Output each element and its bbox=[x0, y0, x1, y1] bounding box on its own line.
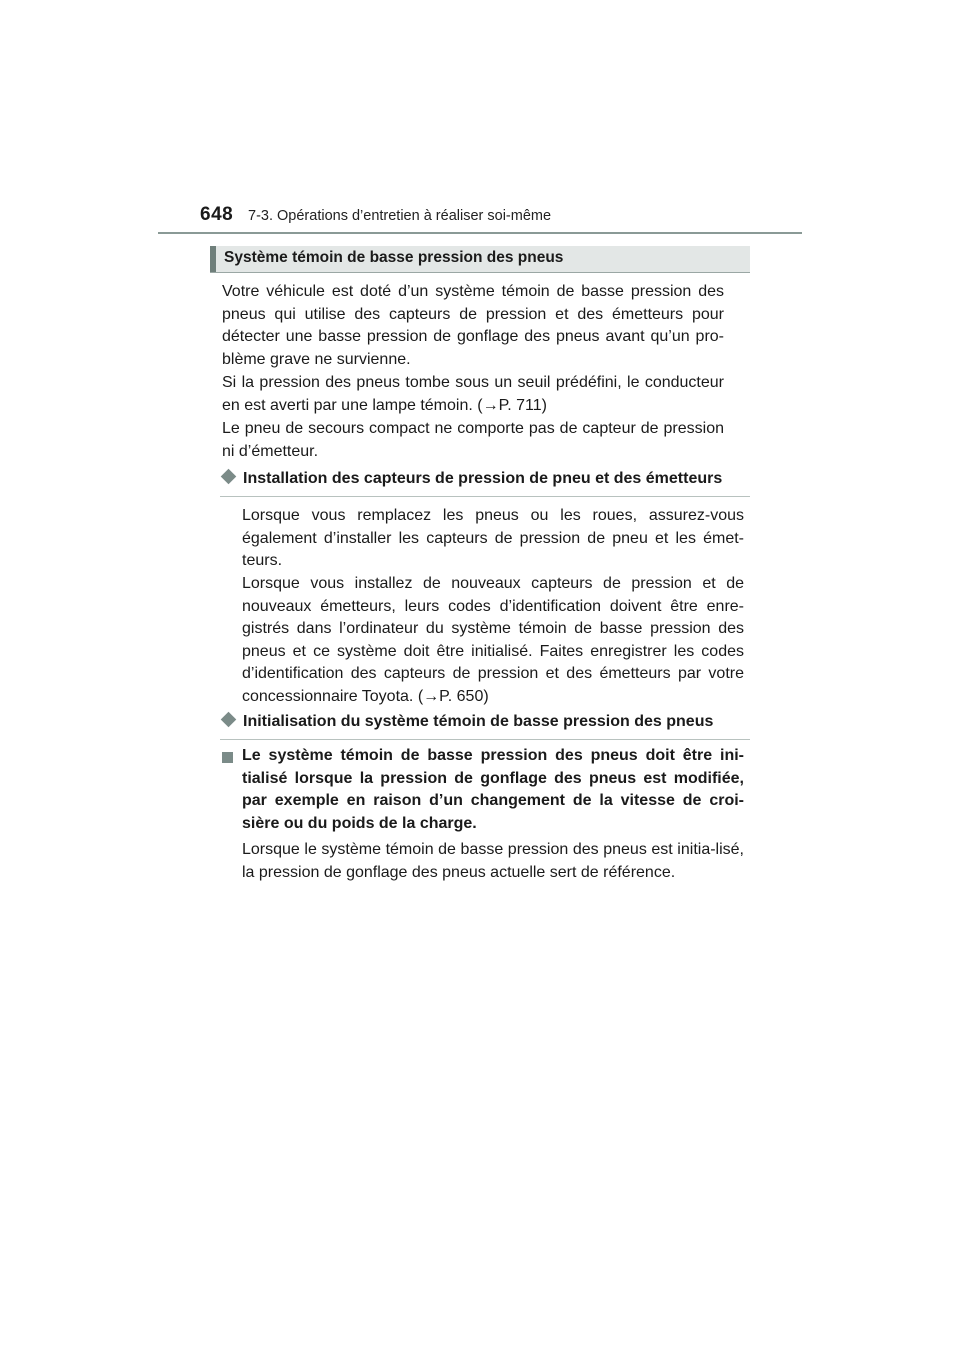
intro-paragraph-1: Votre véhicule est doté d’un système témoin de basse pression des pneus qui utilise des capteurs de pression et des émetteurs pour détecter une basse pression de gonflage des pneus avant qu’un pro-blème grave ne survienne. bbox=[222, 283, 724, 368]
diamond-bullet-icon bbox=[221, 469, 237, 485]
running-header: 7-3. Opérations d’entretien à réaliser soi-même bbox=[248, 208, 552, 224]
subsection-heading-initialisation bbox=[220, 713, 750, 740]
diamond-bullet-icon bbox=[221, 712, 237, 728]
square-bullet-icon bbox=[222, 752, 233, 763]
subsection-title-initialisation: Initialisation du système témoin de basse pression des pneus bbox=[243, 713, 714, 730]
note-heading: Le système témoin de basse pression des pneus doit être ini-tialisé lorsque la pression de gonflage des pneus est modifiée, par exemple en raison d’un changement de la vitesse de croi-sière ou du poids de la charge. bbox=[242, 747, 744, 832]
subsection-heading-installation bbox=[220, 470, 750, 497]
section-heading-bar bbox=[210, 246, 750, 273]
note-text: Lorsque le système témoin de basse pression des pneus est initia-lisé, la pression de gonflage des pneus actuelle sert de référence. bbox=[242, 841, 744, 881]
installation-paragraph-1: Lorsque vous remplacez les pneus ou les roues, assurez-vous également d’installer les capteurs de pression de pneu et les émet-teurs. bbox=[242, 507, 744, 570]
page-number: 648 bbox=[200, 204, 234, 225]
subsection-title-installation: Installation des capteurs de pression de pneu et des émetteurs bbox=[243, 470, 723, 487]
section-title: Système témoin de basse pression des pneus bbox=[224, 249, 564, 266]
intro-paragraph-2: Si la pression des pneus tombe sous un seuil prédéfini, le conducteur en est averti par une lampe témoin. (→P. 711) bbox=[222, 374, 724, 414]
header-divider bbox=[158, 232, 802, 234]
section-accent-mark bbox=[210, 246, 216, 272]
installation-paragraph-2: Lorsque vous installez de nouveaux capteurs de pression et de nouveaux émetteurs, leurs codes d’identification doivent être enre-gistrés dans l’ordinateur du système témoin de basse pression des pneus et ce système doit être initialisé. Faites enregistrer les codes d’identification des capteurs de pression et des émetteurs par votre concessionnaire Toyota. (→P. 650) bbox=[242, 575, 744, 705]
intro-paragraph-3: Le pneu de secours compact ne comporte pas de capteur de pression ni d’émetteur. bbox=[222, 420, 724, 460]
